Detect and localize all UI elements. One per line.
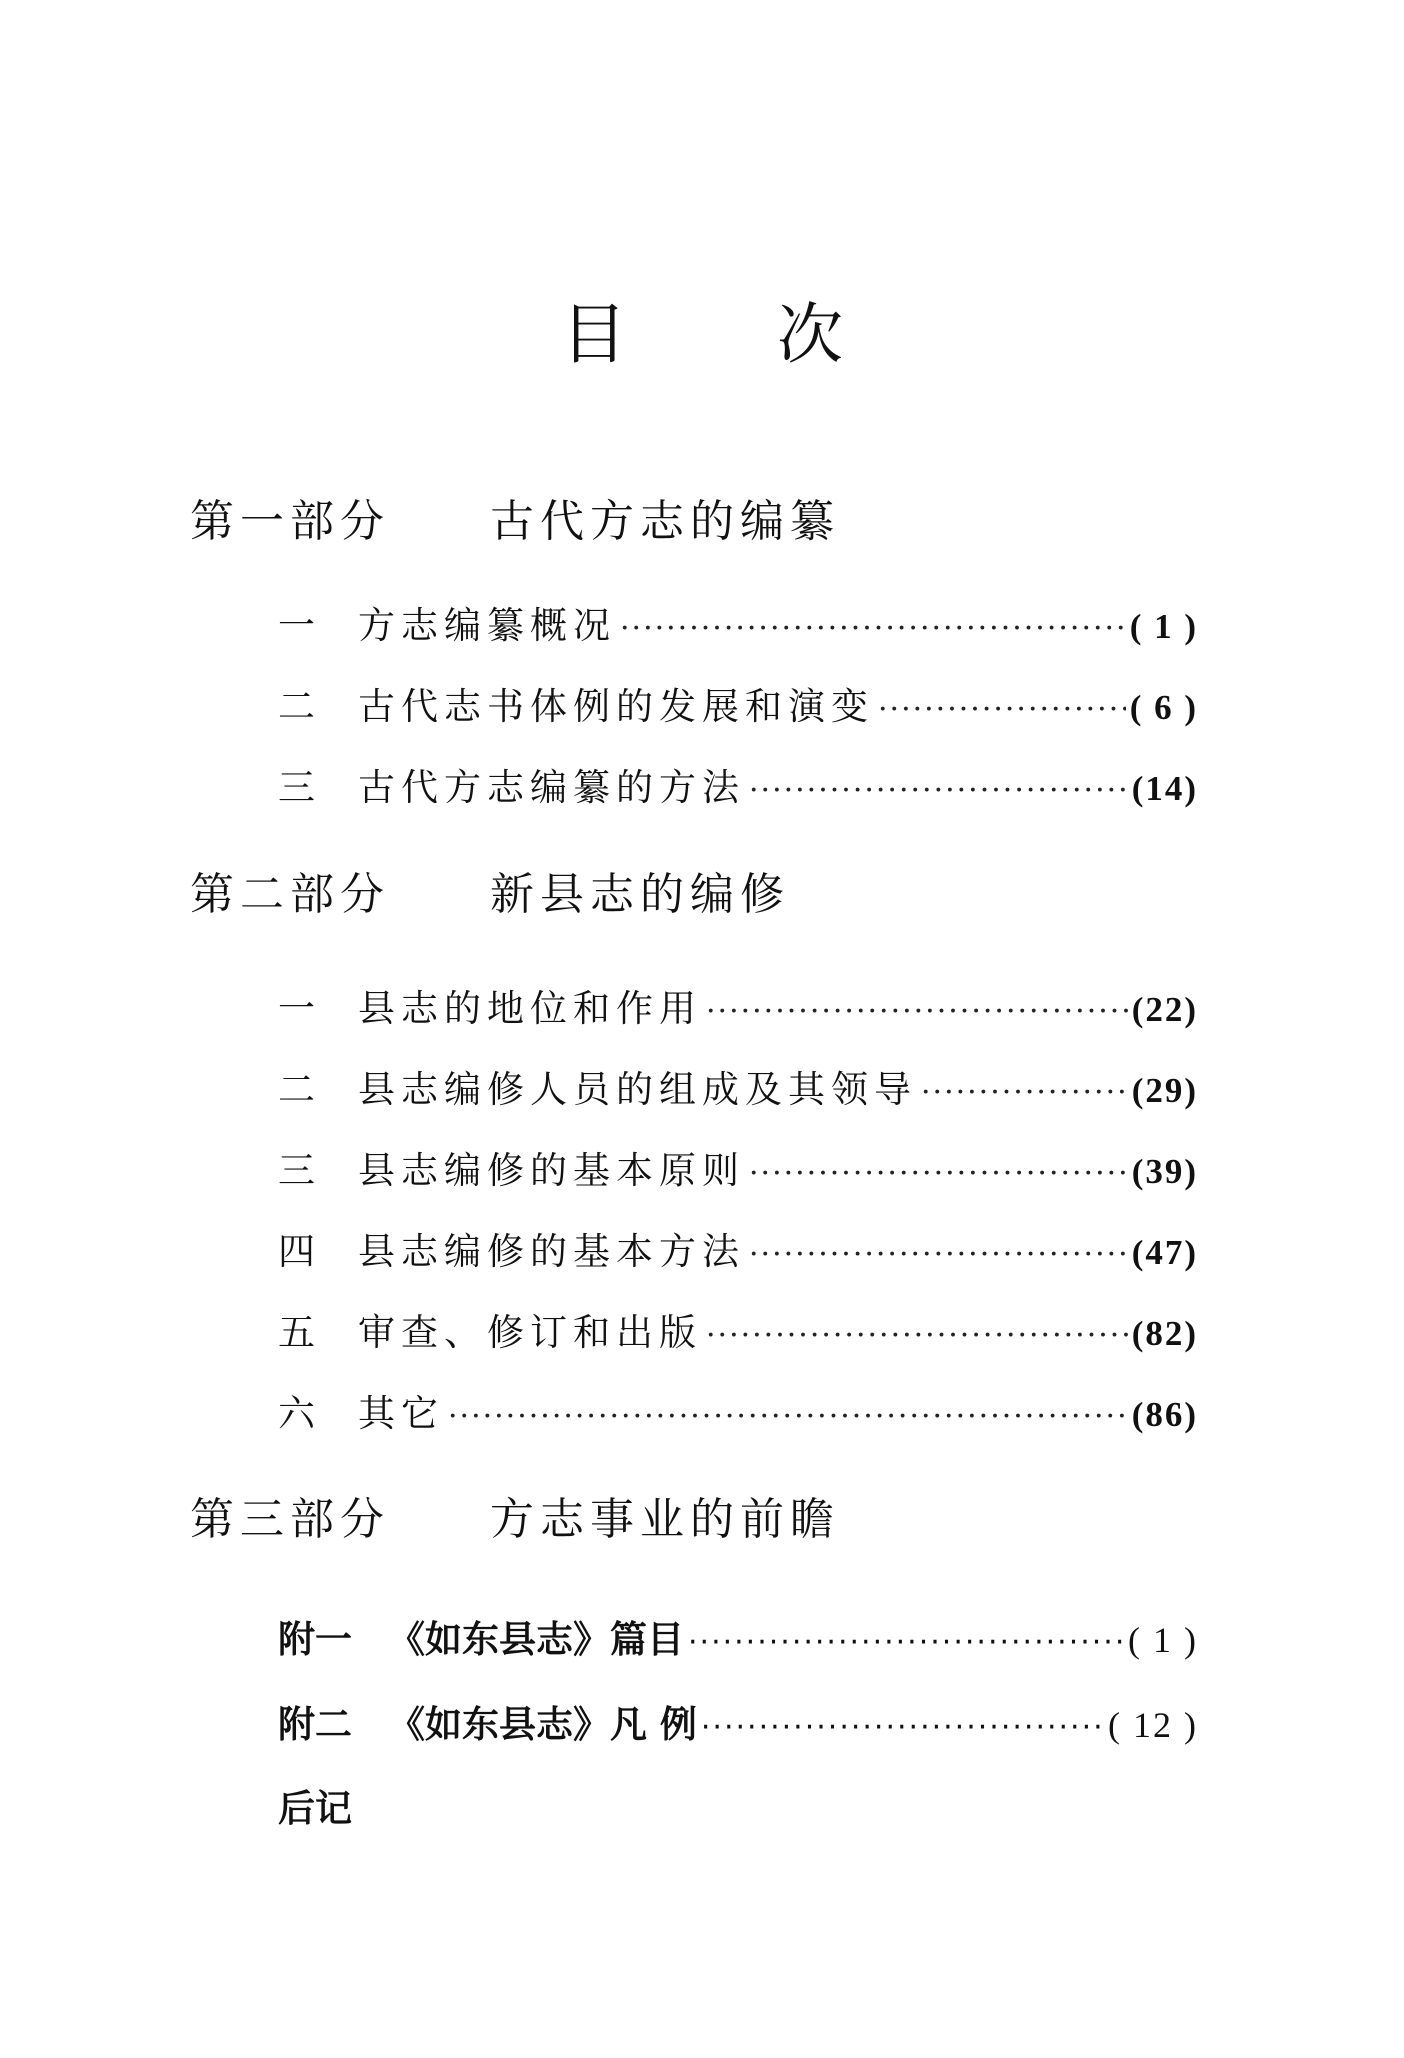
entry-page: (47)	[1131, 1233, 1198, 1272]
toc-entry[interactable]	[278, 1222, 1198, 1282]
entry-title: 方志编纂概况	[358, 604, 616, 647]
leader-dots	[688, 1611, 1124, 1675]
part-label: 第二部分	[190, 869, 390, 920]
entry-page: (22)	[1131, 990, 1198, 1029]
part-heading-1	[190, 487, 840, 557]
entry-number: 二	[278, 1068, 321, 1111]
entry-page: (14)	[1131, 769, 1198, 808]
entry-title: 县志的地位和作用	[358, 987, 702, 1030]
entry-title: 审查、修订和出版	[358, 1311, 702, 1354]
leader-dots	[701, 1696, 1104, 1760]
part-heading-2	[190, 860, 790, 930]
part-title: 新县志的编修	[490, 869, 790, 920]
entry-number: 四	[278, 1230, 321, 1273]
toc-entry[interactable]	[278, 1384, 1198, 1444]
entry-title: 其它	[358, 1392, 444, 1435]
toc-entry[interactable]	[278, 758, 1198, 818]
leader-dots	[620, 599, 1126, 659]
leader-dots	[706, 1306, 1128, 1366]
leader-dots	[448, 1387, 1128, 1447]
leader-dots	[706, 982, 1128, 1042]
appendix-page: ( 1 )	[1128, 1620, 1198, 1660]
toc-entry[interactable]	[278, 596, 1198, 656]
leader-dots	[749, 1225, 1128, 1285]
part-title: 古代方志的编纂	[490, 496, 840, 547]
toc-entry[interactable]	[278, 1141, 1198, 1201]
toc-entry[interactable]	[278, 1303, 1198, 1363]
part-heading-3	[190, 1485, 840, 1555]
entry-page: ( 1 )	[1129, 607, 1198, 646]
toc-entry[interactable]	[278, 979, 1198, 1039]
entry-page: (86)	[1131, 1395, 1198, 1434]
entry-title: 古代方志编纂的方法	[358, 766, 745, 809]
part-label: 第三部分	[190, 1494, 390, 1545]
entry-number: 一	[278, 604, 321, 647]
entry-title: 县志编修人员的组成及其领导	[358, 1068, 917, 1111]
part-title: 方志事业的前瞻	[490, 1494, 840, 1545]
entry-page: (82)	[1131, 1314, 1198, 1353]
toc-entry[interactable]	[278, 1060, 1198, 1120]
entry-page: ( 6 )	[1129, 688, 1198, 727]
appendix-title: 《如东县志》凡 例	[388, 1703, 697, 1746]
appendix-number: 附二	[278, 1703, 352, 1746]
entry-number: 二	[278, 685, 321, 728]
part-label: 第一部分	[190, 496, 390, 547]
toc-entry[interactable]	[278, 677, 1198, 737]
entry-title: 县志编修的基本原则	[358, 1149, 745, 1192]
entry-number: 一	[278, 987, 321, 1030]
appendix-page: ( 12 )	[1108, 1705, 1198, 1745]
entry-page: (39)	[1131, 1152, 1198, 1191]
entry-title: 县志编修的基本方法	[358, 1230, 745, 1273]
appendix-entry[interactable]	[278, 1608, 1198, 1672]
leader-dots	[749, 761, 1128, 821]
entry-number: 三	[278, 766, 321, 809]
entry-number: 六	[278, 1392, 321, 1435]
appendix-entry[interactable]	[278, 1693, 1198, 1757]
page-title	[0, 290, 1404, 380]
entry-page: (29)	[1131, 1071, 1198, 1110]
entry-number: 三	[278, 1149, 321, 1192]
entry-number: 五	[278, 1311, 321, 1354]
leader-dots	[749, 1144, 1128, 1204]
appendix-title: 《如东县志》篇目	[388, 1618, 684, 1661]
appendix-number: 附一	[278, 1618, 352, 1661]
page-title-char-1: 目	[561, 296, 627, 373]
leader-dots	[921, 1063, 1128, 1123]
leader-dots	[878, 680, 1126, 740]
entry-title: 古代志书体例的发展和演变	[358, 685, 874, 728]
page-title-char-2: 次	[777, 296, 843, 373]
afterword-entry[interactable]: 后记	[278, 1787, 352, 1830]
